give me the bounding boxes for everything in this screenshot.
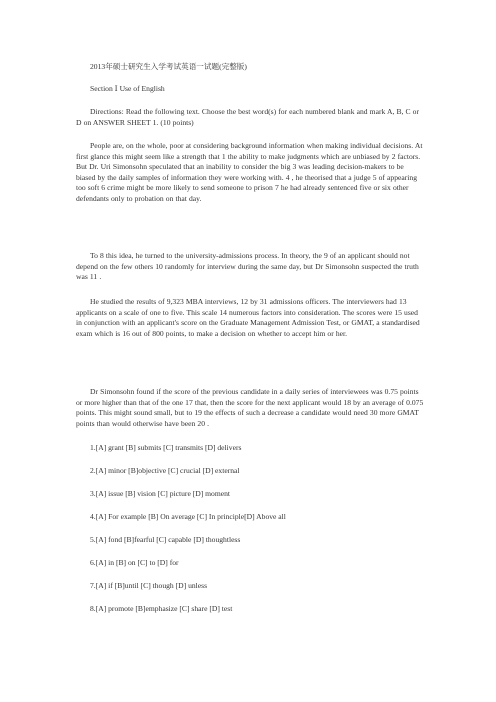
passage-paragraph-4: Dr Simonsohn found if the score of the previous candidate in a daily series of interviewees was 0.75 points or more higher than that of the one 17 that, then the score for the next applicant would 18 by an average of 0.075 points. This might sound small, but to 19 the effects of such a decrease a candidate would need 30 more GMAT points than would otherwise have been 20 .: [76, 387, 424, 428]
section-heading: Section Ⅰ Use of English: [90, 84, 165, 93]
option-line-5: 5.[A] fond [B]fearful [C] capable [D] thoughtless: [90, 535, 241, 544]
document-title: 2013年硕士研究生入学考试英语一试题(完整版): [90, 62, 247, 71]
option-line-6: 6.[A] in [B] on [C] to [D] for: [90, 558, 179, 567]
passage-paragraph-1: People are, on the whole, poor at considering background information when making individual decisions. At first glance this might seem like a strength that 1 the ability to make judgments which are unbiased by 2 factors. But Dr. Uri Simonsohn speculated that an inability to consider the big 3 was leading decision-makers to be biased by the daily samples of information they were working with. 4 , he theorised that a judge 5 of appearing too soft 6 crime might be more likely to send someone to prison 7 he had already sentenced five or six other defendants only to probation on that day.: [76, 141, 423, 203]
option-line-2: 2.[A] minor [B]objective [C] crucial [D] external: [90, 466, 240, 475]
option-line-4: 4.[A] For example [B] On average [C] In principle[D] Above all: [90, 512, 286, 521]
option-line-1: 1.[A] grant [B] submits [C] transmits [D] delivers: [90, 443, 242, 452]
option-line-8: 8.[A] promote [B]emphasize [C] share [D] test: [90, 604, 233, 613]
passage-paragraph-3: He studied the results of 9,323 MBA interviews, 12 by 31 admissions officers. The interviewers had 13 applicants on a scale of one to five. This scale 14 numerous factors into consideration. The scores were 15 used in conjunction with an applicant's score on the Graduate Management Admission Test, or GMAT, a standardised exam which is 16 out of 800 points, to make a decision on whether to accept him or her.: [76, 297, 420, 338]
option-line-7: 7.[A] if [B]until [C] though [D] unless: [90, 581, 208, 590]
directions-text: Directions: Read the following text. Choose the best word(s) for each numbered blank and mark A, B, C or D on ANSWER SHEET 1. (10 points): [76, 107, 419, 127]
option-line-3: 3.[A] issue [B] vision [C] picture [D] moment: [90, 489, 231, 498]
passage-paragraph-2: To 8 this idea, he turned to the university-admissions process. In theory, the 9 of an applicant should not depend on the few others 10 randomly for interview during the same day, but Dr Simonsohn suspected the truth was 11 .: [76, 251, 419, 282]
